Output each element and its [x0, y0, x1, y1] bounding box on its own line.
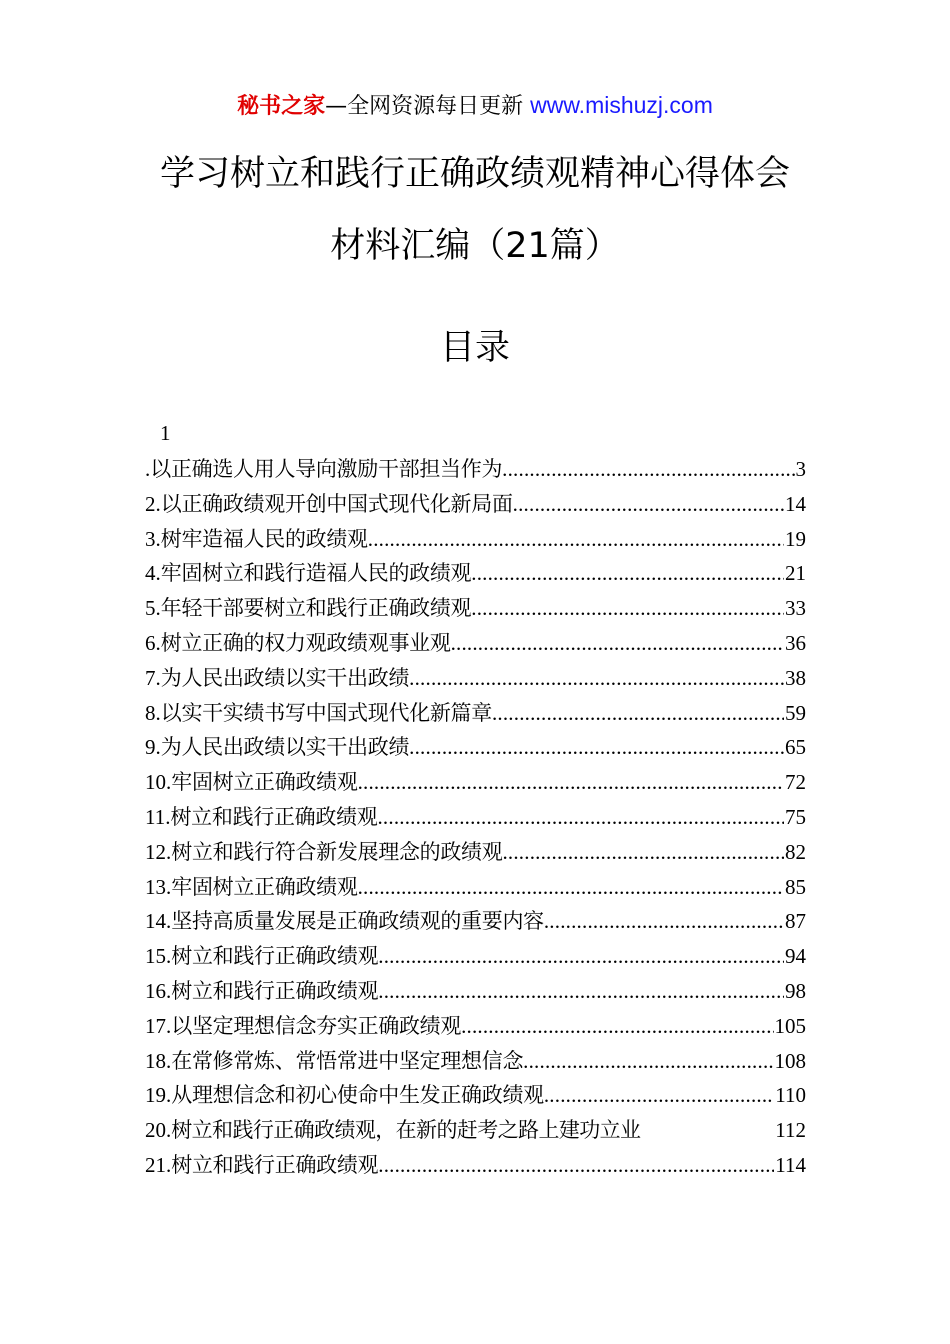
toc-entry-title: 牢固树立正确政绩观 [171, 770, 358, 795]
toc-entry-title: 树立正确的权力观政绩观事业观 [160, 630, 451, 655]
toc-entry-title: 以坚定理想信念夯实正确政绩观 [171, 1013, 462, 1038]
toc-entry-page: 33 [785, 596, 806, 621]
toc-entry[interactable] [145, 556, 806, 591]
toc-dot-leader [471, 556, 784, 591]
toc-entry-number: 20. [145, 1118, 172, 1143]
toc-first-number: 1 [160, 421, 171, 445]
toc-entry-page: 75 [785, 804, 806, 829]
banner-tagline: —全网资源每日更新 [325, 94, 531, 119]
toc-entry-page: 85 [785, 874, 806, 899]
toc-entry-number: 9. [145, 735, 161, 760]
toc-entry-page: 65 [785, 735, 806, 760]
toc-entry[interactable] [145, 1113, 806, 1148]
toc-entry-number: 5. [145, 596, 161, 621]
document-title-line1: 学习树立和践行正确政绩观精神心得体会 [159, 154, 790, 194]
toc-dot-leader [502, 452, 794, 487]
toc-entry-title: 树立和践行正确政绩观 [171, 978, 379, 1003]
toc-heading: 目录 [439, 328, 510, 368]
toc-entry[interactable] [145, 870, 806, 905]
toc-entry[interactable] [145, 591, 806, 626]
toc-dot-leader [358, 870, 784, 905]
toc-entry[interactable] [145, 1148, 806, 1183]
toc-entry-title: 牢固树立正确政绩观 [171, 874, 358, 899]
toc-entry[interactable] [145, 1078, 806, 1113]
toc-entry-page: 110 [775, 1083, 806, 1108]
toc-entry-title: 为人民出政绩以实干出政绩 [160, 665, 410, 690]
toc-entry-page: 36 [785, 630, 806, 655]
toc-entry-page: 98 [785, 978, 806, 1003]
toc-entry-title: 树牢造福人民的政绩观 [160, 526, 368, 551]
toc-dot-leader [544, 904, 784, 939]
toc-entry-number: 19. [145, 1083, 172, 1108]
toc-entry[interactable] [145, 765, 806, 800]
toc-entry-title: 以正确选人用人导向激励干部担当作为 [150, 457, 503, 481]
toc-entry-title: 从理想信念和初心使命中生发正确政绩观 [171, 1083, 544, 1108]
toc-entry[interactable] [145, 1009, 806, 1044]
toc-entry[interactable] [145, 452, 806, 487]
toc-dot-leader [492, 696, 784, 731]
toc-entry-number: 15. [145, 944, 172, 969]
toc-entry-page: 59 [785, 700, 806, 725]
toc-dot-leader [378, 1148, 774, 1183]
toc-entry-number: 13. [145, 874, 172, 899]
toc-entry-page: 72 [785, 770, 806, 795]
toc-entry-page: 105 [774, 1013, 806, 1038]
toc-entry-number: 11. [145, 804, 171, 829]
toc-entry-title: 树立和践行符合新发展理念的政绩观 [171, 839, 503, 864]
toc-entry-page: 87 [785, 909, 806, 934]
toc-entry[interactable] [145, 974, 806, 1009]
toc-entry-page: 114 [775, 1152, 806, 1177]
toc-entry-page: 94 [785, 944, 806, 969]
toc-entry-number: 12. [145, 839, 172, 864]
toc-entry[interactable] [145, 800, 806, 835]
toc-entry-title: 坚持高质量发展是正确政绩观的重要内容 [171, 909, 544, 934]
toc-entry-page: 14 [785, 491, 806, 516]
toc-entry-number: 17. [145, 1013, 172, 1038]
toc-entry[interactable] [145, 626, 806, 661]
toc-entry-page: 108 [774, 1048, 806, 1073]
toc-entry-title: 树立和践行正确政绩观，在新的赶考之路上建功立业 [171, 1118, 641, 1143]
toc-entry[interactable] [145, 1044, 806, 1079]
toc-dot-leader [502, 835, 784, 870]
toc-entry-number: 3. [145, 526, 161, 551]
toc-entry-number: 7. [145, 665, 161, 690]
toc-entry-title: 树立和践行正确政绩观 [171, 944, 379, 969]
toc-dot-leader [358, 765, 784, 800]
toc-entry-page: 3 [795, 457, 806, 481]
toc-entry-title: 年轻干部要树立和践行正确政绩观 [160, 596, 472, 621]
toc-dot-leader [513, 487, 784, 522]
toc-dot-leader [368, 522, 784, 557]
toc-dot-leader [377, 800, 784, 835]
toc-entry-title: 树立和践行正确政绩观 [170, 804, 378, 829]
toc-entry-number: 6. [145, 630, 161, 655]
toc-entry[interactable] [145, 696, 806, 731]
toc-dot-leader [544, 1078, 774, 1113]
toc-entry[interactable] [145, 522, 806, 557]
toc-entry-number: 16. [145, 978, 172, 1003]
toc-dot-leader [461, 1009, 773, 1044]
toc-entry-number: 10. [145, 770, 172, 795]
toc-entry-title: 为人民出政绩以实干出政绩 [160, 735, 410, 760]
toc-entry[interactable] [145, 487, 806, 522]
toc-dot-leader [378, 974, 784, 1009]
toc-entry-page: 38 [785, 665, 806, 690]
toc-dot-leader [409, 661, 784, 696]
toc-entry-number: 4. [145, 561, 161, 586]
site-url-link[interactable]: www.mishuzj.com [530, 92, 713, 118]
toc-entry-page: 112 [775, 1118, 806, 1143]
toc-list [145, 452, 806, 1183]
toc-entry-title: 以实干实绩书写中国式现代化新篇章 [160, 700, 492, 725]
toc-entry[interactable] [145, 939, 806, 974]
toc-entry-page: 21 [785, 561, 806, 586]
toc-dot-leader [409, 730, 784, 765]
toc-entry-number: 8. [145, 700, 161, 725]
toc-entry[interactable] [145, 904, 806, 939]
toc-entry-number: 2. [145, 491, 161, 516]
toc-entry-number: 18. [145, 1048, 172, 1073]
document-title-line2: 材料汇编（21篇） [330, 226, 620, 266]
toc-entry[interactable] [145, 661, 806, 696]
toc-dot-leader [523, 1044, 773, 1079]
toc-dot-leader [451, 626, 784, 661]
toc-entry[interactable] [145, 730, 806, 765]
toc-entry-title: 在常修常炼、常悟常进中坚定理想信念 [171, 1048, 524, 1073]
toc-entry-number: . [145, 457, 151, 481]
toc-entry-number: 21. [145, 1152, 172, 1177]
toc-dot-leader [471, 591, 784, 626]
toc-entry-title: 树立和践行正确政绩观 [171, 1152, 379, 1177]
toc-entry-title: 以正确政绩观开创中国式现代化新局面 [160, 491, 513, 516]
site-banner [0, 88, 950, 124]
toc-entry-page: 19 [785, 526, 806, 551]
brand-name: 秘书之家 [237, 94, 326, 119]
toc-entry-number: 14. [145, 909, 172, 934]
toc-dot-leader [378, 939, 784, 974]
toc-entry-title: 牢固树立和践行造福人民的政绩观 [160, 561, 472, 586]
toc-entry[interactable] [145, 835, 806, 870]
toc-entry-page: 82 [785, 839, 806, 864]
